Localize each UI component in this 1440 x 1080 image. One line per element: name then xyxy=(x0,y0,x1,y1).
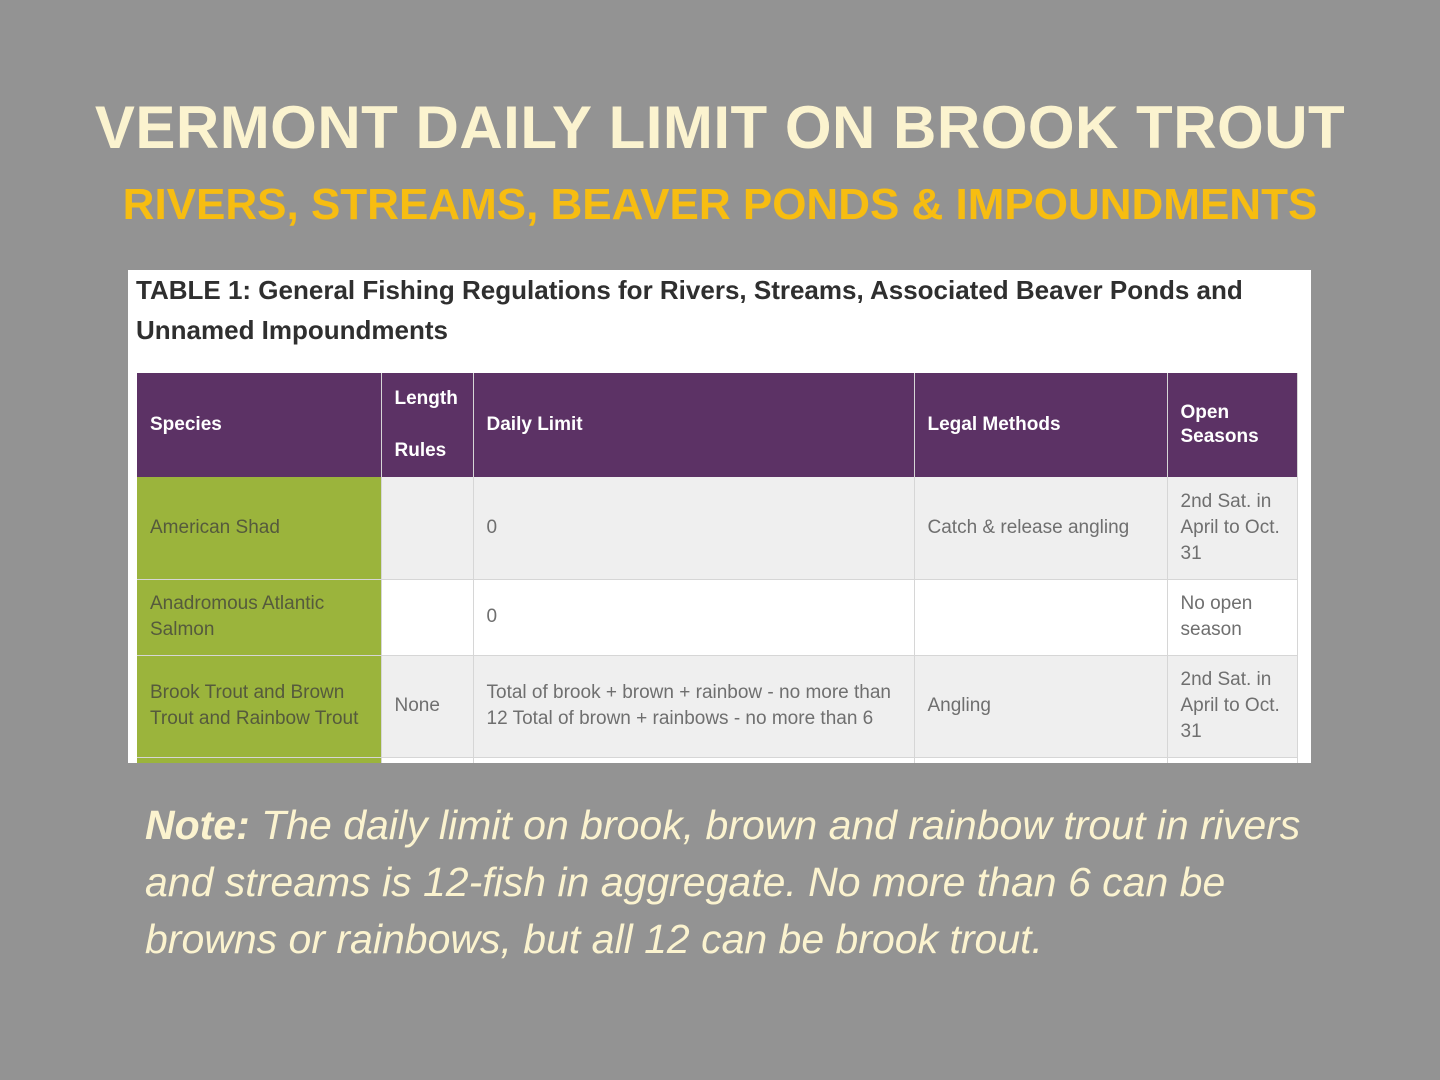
length-rules-cell xyxy=(381,579,473,655)
open-seasons-cell: 2nd Sat. in April to Oct. 31 xyxy=(1167,655,1297,757)
legal-methods-cell xyxy=(914,757,1167,763)
table-header-row xyxy=(137,373,1297,477)
slide-subtitle: RIVERS, STREAMS, BEAVER PONDS & IMPOUNDMENTS xyxy=(122,180,1318,229)
note-paragraph xyxy=(145,797,1325,968)
species-cell: Anadromous Atlantic Salmon xyxy=(137,579,381,655)
species-cell xyxy=(137,757,381,763)
regulations-table-screenshot xyxy=(128,270,1311,763)
header-daily-limit: Daily Limit xyxy=(473,373,914,477)
note-text: The daily limit on brook, brown and rainbow trout in rivers and streams is 12-fish in aggregate. No more than 6 can be browns or rainbows, but all 12 can be brook trout. xyxy=(145,802,1301,962)
table-row xyxy=(137,477,1297,579)
daily-limit-cell xyxy=(473,757,914,763)
table-caption-text: : General Fishing Regulations for Rivers, Streams, Associated Beaver Ponds and Unnamed Impoundments xyxy=(136,275,1243,345)
header-open-seasons: Open Seasons xyxy=(1167,373,1297,477)
legal-methods-cell: Angling xyxy=(914,655,1167,757)
legal-methods-cell xyxy=(914,579,1167,655)
daily-limit-cell: 0 xyxy=(473,579,914,655)
species-cell: Brook Trout and Brown Trout and Rainbow Trout xyxy=(137,655,381,757)
header-species: Species xyxy=(137,373,381,477)
header-length-line1: Length xyxy=(394,388,458,409)
header-length-line2: Rules xyxy=(394,440,447,461)
legal-methods-cell: Catch & release angling xyxy=(914,477,1167,579)
length-rules-cell: None xyxy=(381,655,473,757)
header-length-rules xyxy=(381,373,473,477)
length-rules-cell xyxy=(381,757,473,763)
open-seasons-cell: No open season xyxy=(1167,579,1297,655)
open-seasons-cell: 2nd Sat. in April to Oct. 31 xyxy=(1167,477,1297,579)
table-row xyxy=(137,579,1297,655)
length-rules-cell xyxy=(381,477,473,579)
table-row-partial xyxy=(137,757,1297,763)
slide-title: VERMONT DAILY LIMIT ON BROOK TROUT xyxy=(94,94,1346,161)
table-row xyxy=(137,655,1297,757)
table-caption-label: TABLE 1 xyxy=(136,275,243,305)
open-seasons-cell xyxy=(1167,757,1297,763)
daily-limit-cell: 0 xyxy=(473,477,914,579)
table-caption xyxy=(136,270,1301,350)
note-label: Note: xyxy=(145,802,250,848)
regulations-table xyxy=(137,373,1298,763)
species-cell: American Shad xyxy=(137,477,381,579)
daily-limit-cell: Total of brook + brown + rainbow - no more than 12 Total of brown + rainbows - no more than 6 xyxy=(473,655,914,757)
header-legal-methods: Legal Methods xyxy=(914,373,1167,477)
